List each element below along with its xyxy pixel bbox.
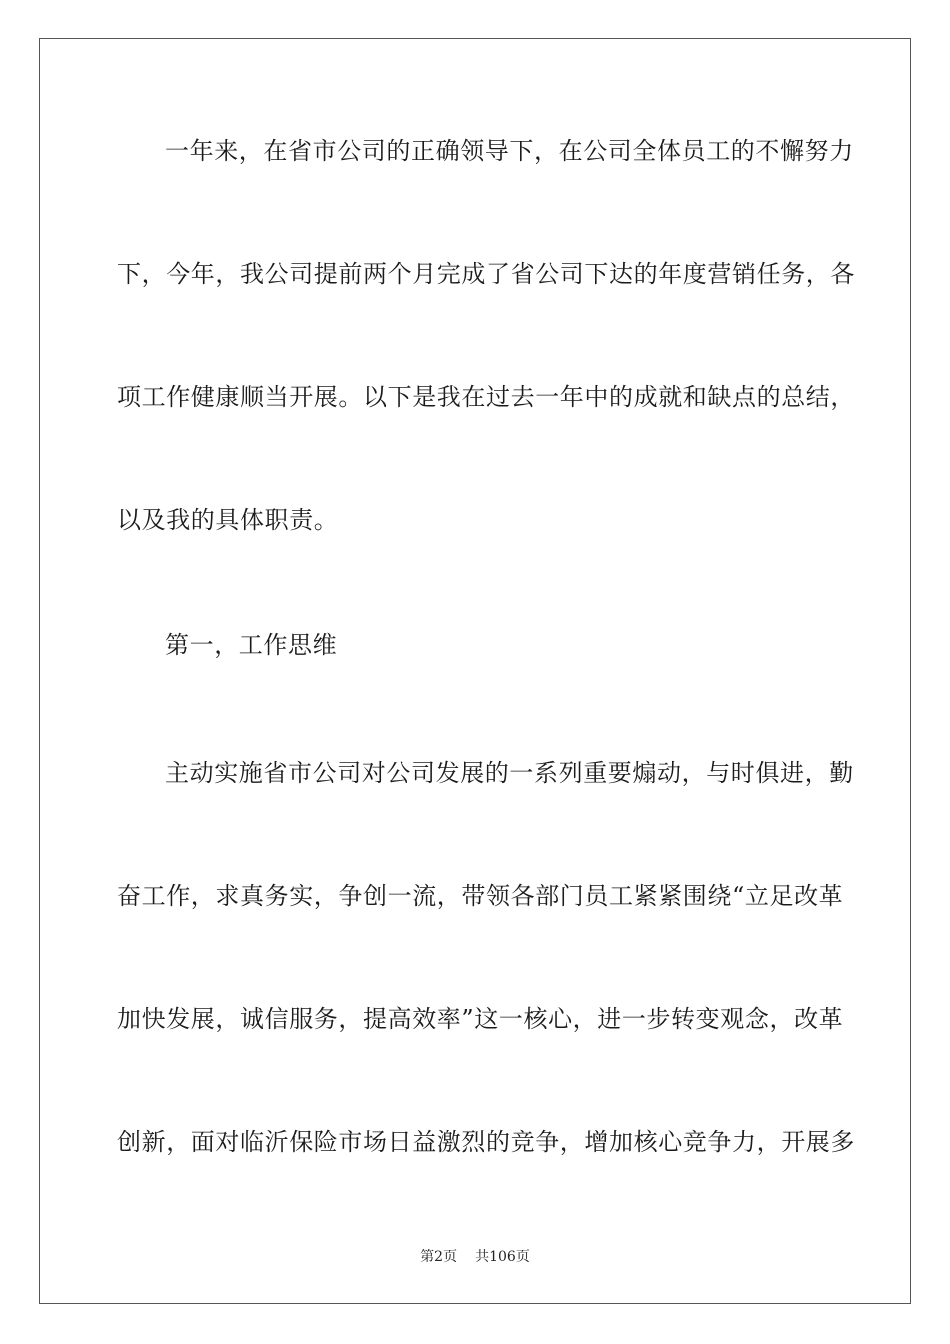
paragraph-line-3: 项工作健康顺当开展。以下是我在过去一年中的成就和缺点的总结，	[117, 383, 855, 411]
paragraph-line-1: 一年来，在省市公司的正确领导下，在公司全体员工的不懈努力	[165, 137, 854, 165]
page-number: 第2页	[420, 1249, 458, 1265]
paragraph-line-8: 创新，面对临沂保险市场日益激烈的竞争，增加核心竞争力，开展多	[117, 1128, 855, 1156]
paragraph-line-6: 奋工作，求真务实，争创一流，带领各部门员工紧紧围绕“立足改革	[117, 882, 844, 910]
page-footer	[0, 1246, 950, 1266]
section-heading: 第一，工作思维	[165, 631, 338, 659]
total-pages: 共106页	[475, 1249, 530, 1265]
paragraph-line-5: 主动实施省市公司对公司发展的一系列重要煽动，与时俱进，勤	[165, 759, 854, 787]
paragraph-line-2: 下，今年，我公司提前两个月完成了省公司下达的年度营销任务，各	[117, 260, 855, 288]
page-border	[39, 38, 911, 1304]
paragraph-line-7: 加快发展，诚信服务，提高效率”这一核心，进一步转变观念，改革	[117, 1005, 844, 1033]
paragraph-line-4: 以及我的具体职责。	[117, 506, 339, 534]
